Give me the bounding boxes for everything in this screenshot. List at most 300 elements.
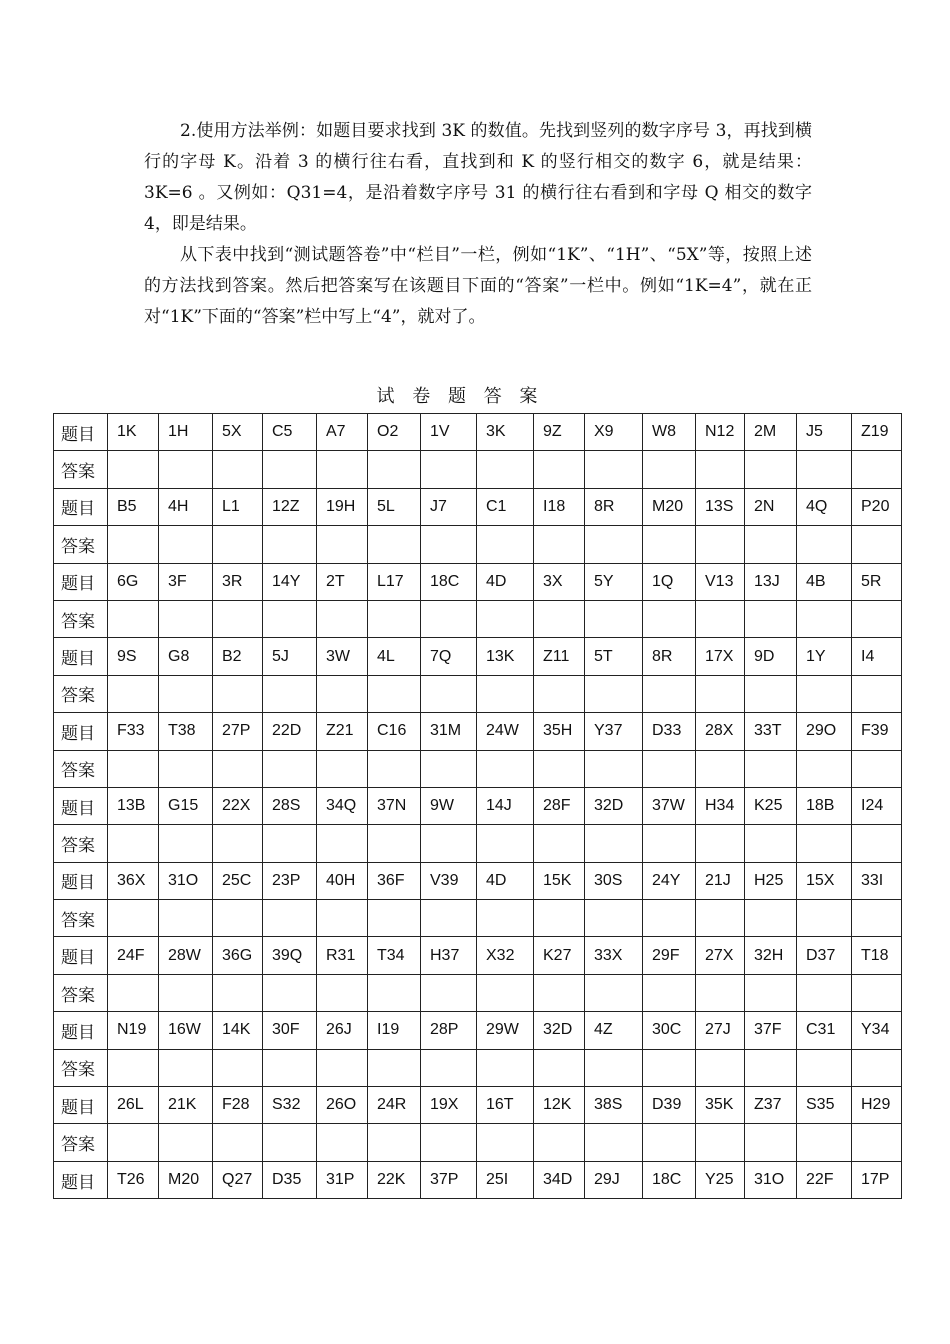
answer-cell[interactable]	[263, 750, 317, 787]
question-cell: S35	[797, 1087, 852, 1124]
answer-cell[interactable]	[213, 750, 263, 787]
question-cell: 22F	[797, 1161, 852, 1198]
question-cell: 33T	[745, 713, 797, 750]
answer-cell[interactable]	[696, 1124, 745, 1161]
question-row-label: 题目	[54, 1087, 108, 1124]
answer-row	[54, 1124, 902, 1161]
answer-row-label: 答案	[54, 1049, 108, 1086]
question-cell: 12K	[534, 1087, 585, 1124]
answer-row-label: 答案	[54, 600, 108, 637]
answer-cell[interactable]	[317, 900, 368, 937]
answer-cell[interactable]	[421, 974, 477, 1011]
question-cell: Z19	[852, 414, 902, 451]
answer-cell[interactable]	[368, 900, 421, 937]
answer-cell[interactable]	[534, 526, 585, 563]
question-cell: 13K	[477, 638, 534, 675]
answer-cell[interactable]	[534, 750, 585, 787]
question-row	[54, 488, 902, 525]
question-cell: 35H	[534, 713, 585, 750]
question-cell: 3W	[317, 638, 368, 675]
question-cell: 25C	[213, 862, 263, 899]
answer-cell[interactable]	[797, 600, 852, 637]
instruction-paragraph-2: 从下表中找到“测试题答卷”中“栏目”一栏，例如“1K”、“1H”、“5X”等，按照上述的方法找到答案。然后把答案写在该题目下面的“答案”一栏中。例如“1K=4”，就在正对“1K”下面的“答案”栏中写上“4”，就对了。	[144, 245, 812, 327]
answer-cell[interactable]	[108, 750, 159, 787]
answer-row	[54, 825, 902, 862]
question-cell: 5Y	[585, 563, 643, 600]
answer-cell[interactable]	[852, 675, 902, 712]
answer-cell[interactable]	[643, 750, 696, 787]
question-cell: 1K	[108, 414, 159, 451]
question-cell: C31	[797, 1012, 852, 1049]
question-cell: 24Y	[643, 862, 696, 899]
answer-cell[interactable]	[745, 600, 797, 637]
question-cell: 4L	[368, 638, 421, 675]
answer-row-label: 答案	[54, 825, 108, 862]
question-cell: 35K	[696, 1087, 745, 1124]
question-cell: 30F	[263, 1012, 317, 1049]
question-row	[54, 563, 902, 600]
answer-cell[interactable]	[797, 526, 852, 563]
answer-cell[interactable]	[159, 974, 213, 1011]
answer-cell[interactable]	[585, 974, 643, 1011]
question-cell: 21J	[696, 862, 745, 899]
question-cell: 7Q	[421, 638, 477, 675]
question-cell: 31P	[317, 1161, 368, 1198]
answer-cell[interactable]	[852, 451, 902, 488]
answer-cell[interactable]	[263, 825, 317, 862]
answer-table	[53, 413, 902, 1199]
answer-cell[interactable]	[477, 451, 534, 488]
answer-cell[interactable]	[745, 750, 797, 787]
answer-cell[interactable]	[745, 825, 797, 862]
answer-cell[interactable]	[368, 451, 421, 488]
answer-cell[interactable]	[108, 600, 159, 637]
question-row	[54, 1161, 902, 1198]
question-cell: B2	[213, 638, 263, 675]
answer-cell[interactable]	[317, 974, 368, 1011]
question-cell: Z11	[534, 638, 585, 675]
question-cell: S32	[263, 1087, 317, 1124]
question-row-label: 题目	[54, 937, 108, 974]
answer-row-label: 答案	[54, 526, 108, 563]
question-cell: 32D	[534, 1012, 585, 1049]
question-row-label: 题目	[54, 488, 108, 525]
answer-row	[54, 451, 902, 488]
question-row	[54, 937, 902, 974]
answer-cell[interactable]	[108, 451, 159, 488]
answer-cell[interactable]	[534, 451, 585, 488]
question-cell: H29	[852, 1087, 902, 1124]
answer-cell[interactable]	[213, 600, 263, 637]
answer-cell[interactable]	[852, 750, 902, 787]
question-cell: 2N	[745, 488, 797, 525]
answer-cell[interactable]	[421, 600, 477, 637]
answer-cell[interactable]	[159, 900, 213, 937]
question-cell: 37P	[421, 1161, 477, 1198]
question-cell: 19H	[317, 488, 368, 525]
answer-cell[interactable]	[477, 1124, 534, 1161]
question-cell: 33X	[585, 937, 643, 974]
question-cell: O2	[368, 414, 421, 451]
question-row	[54, 1087, 902, 1124]
answer-cell[interactable]	[477, 675, 534, 712]
question-cell: T34	[368, 937, 421, 974]
question-cell: 13S	[696, 488, 745, 525]
answer-cell[interactable]	[534, 600, 585, 637]
question-cell: Z37	[745, 1087, 797, 1124]
answer-cell[interactable]	[108, 1049, 159, 1086]
answer-cell[interactable]	[585, 750, 643, 787]
answer-cell[interactable]	[159, 1124, 213, 1161]
question-cell: 29F	[643, 937, 696, 974]
question-cell: T38	[159, 713, 213, 750]
answer-row	[54, 526, 902, 563]
answer-cell[interactable]	[696, 675, 745, 712]
answer-cell[interactable]	[797, 451, 852, 488]
answer-cell[interactable]	[368, 974, 421, 1011]
question-cell: C1	[477, 488, 534, 525]
answer-cell[interactable]	[317, 451, 368, 488]
answer-cell[interactable]	[317, 526, 368, 563]
question-cell: 5J	[263, 638, 317, 675]
answer-cell[interactable]	[213, 825, 263, 862]
question-cell: 32D	[585, 787, 643, 824]
question-cell: M20	[159, 1161, 213, 1198]
answer-cell[interactable]	[745, 900, 797, 937]
question-cell: X9	[585, 414, 643, 451]
answer-cell[interactable]	[696, 1049, 745, 1086]
answer-cell[interactable]	[477, 974, 534, 1011]
answer-cell[interactable]	[317, 1049, 368, 1086]
answer-cell[interactable]	[643, 600, 696, 637]
answer-cell[interactable]	[477, 825, 534, 862]
question-cell: 37F	[745, 1012, 797, 1049]
question-cell: 2M	[745, 414, 797, 451]
answer-cell[interactable]	[585, 825, 643, 862]
question-row-label: 题目	[54, 638, 108, 675]
question-row-label: 题目	[54, 414, 108, 451]
question-cell: 18B	[797, 787, 852, 824]
answer-cell[interactable]	[696, 526, 745, 563]
answer-cell[interactable]	[368, 526, 421, 563]
answer-cell[interactable]	[534, 675, 585, 712]
answer-cell[interactable]	[797, 974, 852, 1011]
question-cell: 23P	[263, 862, 317, 899]
answer-cell[interactable]	[696, 825, 745, 862]
question-cell: 9Z	[534, 414, 585, 451]
answer-cell[interactable]	[745, 1124, 797, 1161]
question-cell: 40H	[317, 862, 368, 899]
question-cell: M20	[643, 488, 696, 525]
question-cell: 9S	[108, 638, 159, 675]
answer-cell[interactable]	[263, 675, 317, 712]
answer-cell[interactable]	[108, 900, 159, 937]
answer-cell[interactable]	[696, 600, 745, 637]
answer-cell[interactable]	[797, 750, 852, 787]
question-cell: N12	[696, 414, 745, 451]
question-cell: 14K	[213, 1012, 263, 1049]
answer-cell[interactable]	[421, 1124, 477, 1161]
question-cell: 18C	[421, 563, 477, 600]
answer-cell[interactable]	[368, 750, 421, 787]
question-cell: I19	[368, 1012, 421, 1049]
answer-cell[interactable]	[696, 900, 745, 937]
answer-cell[interactable]	[108, 974, 159, 1011]
answer-cell[interactable]	[696, 974, 745, 1011]
answer-cell[interactable]	[745, 974, 797, 1011]
answer-cell[interactable]	[696, 451, 745, 488]
question-cell: 30C	[643, 1012, 696, 1049]
question-cell: 9W	[421, 787, 477, 824]
answer-cell[interactable]	[585, 600, 643, 637]
answer-cell[interactable]	[263, 600, 317, 637]
answer-cell[interactable]	[745, 675, 797, 712]
answer-cell[interactable]	[534, 1049, 585, 1086]
question-cell: 1Q	[643, 563, 696, 600]
answer-cell[interactable]	[159, 526, 213, 563]
question-cell: L1	[213, 488, 263, 525]
answer-cell[interactable]	[159, 1049, 213, 1086]
answer-cell[interactable]	[852, 1124, 902, 1161]
answer-cell[interactable]	[643, 900, 696, 937]
question-cell: 28W	[159, 937, 213, 974]
question-cell: N19	[108, 1012, 159, 1049]
answer-cell[interactable]	[534, 974, 585, 1011]
answer-cell[interactable]	[585, 900, 643, 937]
answer-cell[interactable]	[534, 1124, 585, 1161]
answer-cell[interactable]	[317, 1124, 368, 1161]
answer-cell[interactable]	[797, 825, 852, 862]
answer-cell[interactable]	[797, 900, 852, 937]
answer-cell[interactable]	[585, 451, 643, 488]
question-cell: H37	[421, 937, 477, 974]
question-cell: 31O	[745, 1161, 797, 1198]
question-cell: D33	[643, 713, 696, 750]
answer-cell[interactable]	[263, 974, 317, 1011]
answer-cell[interactable]	[317, 825, 368, 862]
answer-cell[interactable]	[745, 1049, 797, 1086]
answer-cell[interactable]	[477, 526, 534, 563]
answer-cell[interactable]	[421, 825, 477, 862]
answer-cell[interactable]	[108, 1124, 159, 1161]
answer-cell[interactable]	[643, 451, 696, 488]
question-cell: G15	[159, 787, 213, 824]
answer-cell[interactable]	[852, 825, 902, 862]
answer-cell[interactable]	[421, 750, 477, 787]
question-cell: 39Q	[263, 937, 317, 974]
question-cell: K27	[534, 937, 585, 974]
question-cell: 14Y	[263, 563, 317, 600]
question-cell: 3K	[477, 414, 534, 451]
question-cell: 4Z	[585, 1012, 643, 1049]
question-cell: 14J	[477, 787, 534, 824]
answer-row	[54, 1049, 902, 1086]
answer-cell[interactable]	[643, 526, 696, 563]
answer-cell[interactable]	[585, 1124, 643, 1161]
question-cell: F28	[213, 1087, 263, 1124]
answer-cell[interactable]	[643, 825, 696, 862]
question-cell: 18C	[643, 1161, 696, 1198]
answer-cell[interactable]	[368, 675, 421, 712]
question-cell: Y34	[852, 1012, 902, 1049]
answer-cell[interactable]	[213, 675, 263, 712]
question-cell: 9D	[745, 638, 797, 675]
question-row-label: 题目	[54, 1012, 108, 1049]
question-cell: C5	[263, 414, 317, 451]
question-cell: 29W	[477, 1012, 534, 1049]
question-cell: 36F	[368, 862, 421, 899]
question-cell: T26	[108, 1161, 159, 1198]
answer-cell[interactable]	[421, 675, 477, 712]
answer-cell[interactable]	[159, 451, 213, 488]
answer-cell[interactable]	[421, 900, 477, 937]
question-cell: 34Q	[317, 787, 368, 824]
answer-cell[interactable]	[368, 1124, 421, 1161]
question-cell: 29J	[585, 1161, 643, 1198]
answer-cell[interactable]	[852, 1049, 902, 1086]
answer-cell[interactable]	[797, 1124, 852, 1161]
answer-row	[54, 675, 902, 712]
question-cell: I4	[852, 638, 902, 675]
answer-cell[interactable]	[534, 900, 585, 937]
question-cell: L17	[368, 563, 421, 600]
question-cell: 8R	[643, 638, 696, 675]
question-cell: 12Z	[263, 488, 317, 525]
answer-table-body	[54, 414, 902, 1199]
answer-cell[interactable]	[534, 825, 585, 862]
question-cell: 26O	[317, 1087, 368, 1124]
answer-cell[interactable]	[745, 526, 797, 563]
question-cell: A7	[317, 414, 368, 451]
question-cell: X32	[477, 937, 534, 974]
answer-cell[interactable]	[852, 900, 902, 937]
question-cell: 29O	[797, 713, 852, 750]
question-cell: 22K	[368, 1161, 421, 1198]
answer-row	[54, 974, 902, 1011]
answer-cell[interactable]	[852, 600, 902, 637]
answer-cell[interactable]	[797, 1049, 852, 1086]
answer-row	[54, 900, 902, 937]
question-row	[54, 713, 902, 750]
answer-cell[interactable]	[585, 526, 643, 563]
answer-cell[interactable]	[852, 526, 902, 563]
answer-cell[interactable]	[213, 1049, 263, 1086]
question-cell: P20	[852, 488, 902, 525]
question-cell: 22X	[213, 787, 263, 824]
answer-cell[interactable]	[368, 1049, 421, 1086]
question-cell: 3R	[213, 563, 263, 600]
question-cell: 5L	[368, 488, 421, 525]
answer-cell[interactable]	[263, 1124, 317, 1161]
instructions	[144, 116, 812, 333]
question-cell: 17P	[852, 1161, 902, 1198]
question-cell: W8	[643, 414, 696, 451]
question-cell: K25	[745, 787, 797, 824]
answer-cell[interactable]	[797, 675, 852, 712]
question-row-label: 题目	[54, 713, 108, 750]
answer-cell[interactable]	[852, 974, 902, 1011]
answer-cell[interactable]	[263, 900, 317, 937]
question-cell: 30S	[585, 862, 643, 899]
answer-cell[interactable]	[159, 600, 213, 637]
question-row-label: 题目	[54, 787, 108, 824]
answer-cell[interactable]	[159, 750, 213, 787]
question-cell: J5	[797, 414, 852, 451]
answer-cell[interactable]	[696, 750, 745, 787]
question-cell: 13J	[745, 563, 797, 600]
question-cell: 17X	[696, 638, 745, 675]
answer-cell[interactable]	[213, 526, 263, 563]
question-cell: 16T	[477, 1087, 534, 1124]
answer-row-label: 答案	[54, 675, 108, 712]
question-cell: Z21	[317, 713, 368, 750]
answer-cell[interactable]	[421, 451, 477, 488]
answer-cell[interactable]	[745, 451, 797, 488]
answer-cell[interactable]	[317, 600, 368, 637]
answer-cell[interactable]	[108, 526, 159, 563]
answer-cell[interactable]	[643, 1124, 696, 1161]
question-cell: 8R	[585, 488, 643, 525]
question-cell: 33I	[852, 862, 902, 899]
question-cell: D39	[643, 1087, 696, 1124]
answer-cell[interactable]	[213, 451, 263, 488]
answer-cell[interactable]	[159, 825, 213, 862]
question-row	[54, 638, 902, 675]
question-cell: 3X	[534, 563, 585, 600]
answer-cell[interactable]	[585, 1049, 643, 1086]
question-cell: 6G	[108, 563, 159, 600]
question-cell: V39	[421, 862, 477, 899]
answer-cell[interactable]	[263, 526, 317, 563]
question-cell: G8	[159, 638, 213, 675]
answer-cell[interactable]	[421, 1049, 477, 1086]
question-cell: 5T	[585, 638, 643, 675]
question-cell: I18	[534, 488, 585, 525]
question-cell: 1H	[159, 414, 213, 451]
answer-cell[interactable]	[368, 600, 421, 637]
answer-cell[interactable]	[213, 900, 263, 937]
answer-cell[interactable]	[108, 675, 159, 712]
question-row	[54, 787, 902, 824]
answer-cell[interactable]	[108, 825, 159, 862]
answer-cell[interactable]	[213, 1124, 263, 1161]
question-cell: 36G	[213, 937, 263, 974]
question-cell: 3F	[159, 563, 213, 600]
question-cell: 28F	[534, 787, 585, 824]
answer-cell[interactable]	[368, 825, 421, 862]
answer-cell[interactable]	[317, 750, 368, 787]
answer-cell[interactable]	[317, 675, 368, 712]
answer-cell[interactable]	[643, 1049, 696, 1086]
answer-row-label: 答案	[54, 451, 108, 488]
answer-cell[interactable]	[263, 451, 317, 488]
answer-cell[interactable]	[585, 675, 643, 712]
answer-cell[interactable]	[213, 974, 263, 1011]
question-cell: 1V	[421, 414, 477, 451]
answer-cell[interactable]	[263, 1049, 317, 1086]
question-cell: D37	[797, 937, 852, 974]
answer-cell[interactable]	[477, 600, 534, 637]
question-cell: D35	[263, 1161, 317, 1198]
answer-cell[interactable]	[643, 974, 696, 1011]
answer-cell[interactable]	[159, 675, 213, 712]
question-cell: I24	[852, 787, 902, 824]
answer-cell[interactable]	[477, 1049, 534, 1086]
answer-cell[interactable]	[421, 526, 477, 563]
answer-cell[interactable]	[477, 750, 534, 787]
answer-cell[interactable]	[477, 900, 534, 937]
answer-cell[interactable]	[643, 675, 696, 712]
